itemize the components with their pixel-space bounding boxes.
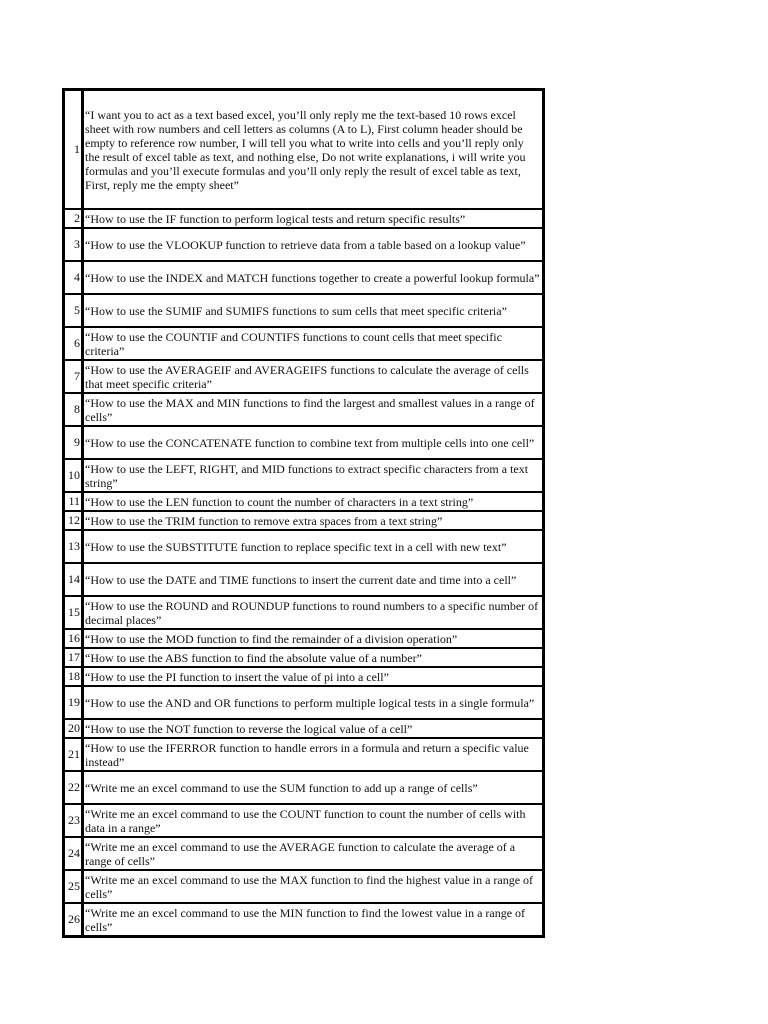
row-number: 11 bbox=[65, 493, 84, 510]
table-row bbox=[65, 227, 542, 260]
row-number: 20 bbox=[65, 720, 84, 737]
table-row bbox=[65, 770, 542, 803]
row-text: “Write me an excel command to use the AVERAGE function to calculate the average of a range of cells” bbox=[85, 839, 516, 868]
table-row bbox=[65, 803, 542, 836]
prompt-table bbox=[62, 88, 545, 938]
row-text: “Write me an excel command to use the COUNT function to count the number of cells with data in a range” bbox=[85, 806, 526, 835]
row-text: “How to use the VLOOKUP function to retrieve data from a table based on a lookup value” bbox=[85, 237, 526, 252]
table-row bbox=[65, 359, 542, 392]
table-row bbox=[65, 836, 542, 869]
table-row bbox=[65, 491, 542, 510]
row-number: 26 bbox=[65, 904, 84, 935]
row-text: “Write me an excel command to use the MAX function to find the highest value in a range of cells” bbox=[85, 872, 534, 901]
row-number: 7 bbox=[65, 361, 84, 392]
row-number: 22 bbox=[65, 772, 84, 803]
table-row bbox=[65, 392, 542, 425]
table-row bbox=[65, 260, 542, 293]
row-text: “Write me an excel command to use the SUM function to add up a range of cells” bbox=[85, 780, 478, 795]
row-text: “How to use the CONCATENATE function to combine text from multiple cells into one cell” bbox=[85, 435, 535, 450]
row-text: “How to use the LEN function to count the number of characters in a text string” bbox=[85, 494, 474, 509]
row-text: “How to use the MOD function to find the remainder of a division operation” bbox=[85, 631, 458, 646]
row-number: 2 bbox=[65, 210, 84, 227]
row-text: “Write me an excel command to use the MIN function to find the lowest value in a range of cells” bbox=[85, 905, 526, 934]
row-text: “How to use the LEFT, RIGHT, and MID functions to extract specific characters from a text string” bbox=[85, 461, 529, 490]
row-text: “How to use the DATE and TIME functions to insert the current date and time into a cell” bbox=[85, 572, 517, 587]
row-number: 18 bbox=[65, 668, 84, 685]
row-number: 1 bbox=[65, 91, 84, 208]
row-number: 4 bbox=[65, 262, 84, 293]
row-text: “How to use the TRIM function to remove extra spaces from a text string” bbox=[85, 513, 443, 528]
table-row bbox=[65, 293, 542, 326]
table-row bbox=[65, 718, 542, 737]
row-number: 23 bbox=[65, 805, 84, 836]
row-number: 16 bbox=[65, 630, 84, 647]
row-number: 6 bbox=[65, 328, 84, 359]
table-row bbox=[65, 647, 542, 666]
row-number: 14 bbox=[65, 564, 84, 595]
table-row bbox=[65, 208, 542, 227]
table-row bbox=[65, 326, 542, 359]
row-number: 8 bbox=[65, 394, 84, 425]
row-text: “How to use the INDEX and MATCH functions together to create a powerful lookup formula” bbox=[85, 270, 540, 285]
row-number: 25 bbox=[65, 871, 84, 902]
table-row bbox=[65, 529, 542, 562]
row-text: “How to use the ROUND and ROUNDUP functions to round numbers to a specific number of decimal places” bbox=[85, 598, 539, 627]
table-row bbox=[65, 510, 542, 529]
table-row bbox=[65, 666, 542, 685]
row-number: 17 bbox=[65, 649, 84, 666]
row-number: 10 bbox=[65, 460, 84, 491]
table-row bbox=[65, 562, 542, 595]
row-text: “How to use the SUBSTITUTE function to replace specific text in a cell with new text” bbox=[85, 539, 507, 554]
table-row bbox=[65, 869, 542, 902]
row-text: “How to use the MAX and MIN functions to find the largest and smallest values in a range of cells” bbox=[85, 395, 535, 424]
table-row bbox=[65, 628, 542, 647]
row-number: 9 bbox=[65, 427, 84, 458]
row-number: 5 bbox=[65, 295, 84, 326]
row-text: “How to use the ABS function to find the absolute value of a number” bbox=[85, 650, 422, 665]
row-text: “How to use the PI function to insert the value of pi into a cell” bbox=[85, 669, 389, 684]
table-row bbox=[65, 737, 542, 770]
row-text: “How to use the AND and OR functions to perform multiple logical tests in a single formula” bbox=[85, 695, 535, 710]
row-number: 24 bbox=[65, 838, 84, 869]
row-number: 12 bbox=[65, 512, 84, 529]
row-number: 19 bbox=[65, 687, 84, 718]
row-number: 13 bbox=[65, 531, 84, 562]
row-text: “How to use the IFERROR function to handle errors in a formula and return a specific value instead” bbox=[85, 740, 529, 769]
row-text: “How to use the COUNTIF and COUNTIFS functions to count cells that meet specific criteria” bbox=[85, 329, 502, 358]
table-row bbox=[65, 685, 542, 718]
row-number: 21 bbox=[65, 739, 84, 770]
row-text: “How to use the IF function to perform logical tests and return specific results” bbox=[85, 211, 466, 226]
row-text: “I want you to act as a text based excel, you’ll only reply me the text-based 10 rows excel sheet with row numbers and cell letters as columns (A to L), First column header should be empty to reference row number, I will tell you what to write into cells and you’ll reply only the result of excel table as text, and nothing else, Do not write explanations, i will write you formulas and you’ll execute formulas and you’ll only reply the result of excel table as text, First, reply me the empty sheet” bbox=[85, 107, 526, 192]
row-number: 15 bbox=[65, 597, 84, 628]
row-text: “How to use the AVERAGEIF and AVERAGEIFS functions to calculate the average of cells that meet specific criteria” bbox=[85, 362, 529, 391]
table-row bbox=[65, 902, 542, 935]
row-text: “How to use the NOT function to reverse the logical value of a cell” bbox=[85, 721, 413, 736]
row-number: 3 bbox=[65, 229, 84, 260]
table-row bbox=[65, 458, 542, 491]
table-row bbox=[65, 425, 542, 458]
table-row bbox=[65, 595, 542, 628]
table-row bbox=[65, 91, 542, 208]
row-text: “How to use the SUMIF and SUMIFS functions to sum cells that meet specific criteria” bbox=[85, 303, 507, 318]
